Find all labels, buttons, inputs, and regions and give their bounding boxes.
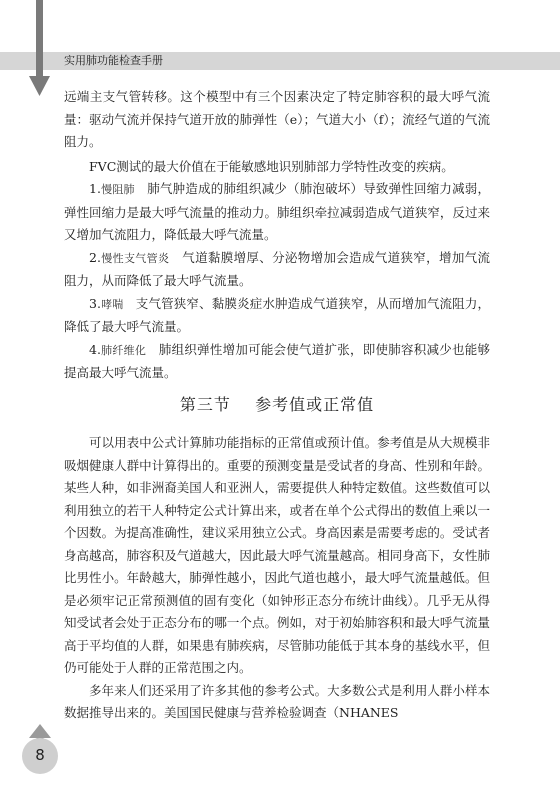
item-title: 慢阻肺 (100, 183, 135, 196)
section-heading (64, 392, 490, 415)
item-title: 哮喘 (100, 297, 124, 311)
page-number: 8 (35, 746, 45, 764)
item-text: 气道黏膜增厚、分泌物增加会造成气道狭窄，增加气流阻力，从而降低了最大呼气流量。 (64, 249, 490, 288)
paragraph: FVC测试的最大价值在于能敏感地识别肺部力学特性改变的疾病。 (89, 158, 454, 174)
paragraph: 可以用表中公式计算肺功能指标的正常值或预计值。参考值是从大规模非吸烟健康人群中计算得出的。重要的预测变量是受试者的身高、性别和年龄。某些人种，如非洲裔美国人和亚洲人，需要提供人种特定数值。这些数值可以利用独立的若干人种特定公式计算出来，或者在单个公式得出的数值上乘以一个因数。为提高准确性，建议采用独立公式。身高因素是需要考虑的。受试者身高越高，肺容积及气道越大，因此最大呼气流量越高。相同身高下，女性肺比男性小。年龄越大，肺弹性越小，因此气道也越小，最大呼气流量越低。但是必须牢记正常预测值的固有变化（如钟形正态分布统计曲线）。几乎无从得知受试者会处于正态分布的哪一个点。例如，对于初始肺容积和最大呼气流量高于平均值的人群，如果患有肺疾病，尽管肺功能低于其本身的基线水平，但仍可能处于人群的正常范围之内。 (64, 435, 490, 675)
item-text: 支气管狭窄、黏膜炎症水肿造成气道狭窄，从而增加气流阻力，降低了最大呼气流量。 (64, 295, 490, 334)
list-item (64, 293, 490, 339)
item-text: 肺组织弹性增加可能会使气道扩张，即使肺容积减少也能够提高最大呼气流量。 (64, 341, 491, 380)
item-number: 3. (89, 295, 101, 311)
paragraph: 多年来人们还采用了许多其他的参考公式。大多数公式是利用人群小样本数据推导出来的。美国国民健康与营养检验调查（NHANES (64, 682, 490, 720)
item-title: 慢性支气管炎 (100, 251, 170, 265)
top-text-block (64, 86, 490, 385)
paragraph: 远端主支气管转移。这个模型中有三个因素决定了特定肺容积的最大呼气流量：驱动气流并保持气道开放的肺弹性（e）；气道大小（f）；流经气道的气流阻力。 (64, 89, 490, 149)
list-item (64, 339, 490, 385)
section-title: 参考值或正常值 (255, 395, 375, 414)
arrow-down-icon (28, 0, 68, 100)
item-number: 2. (89, 249, 101, 265)
item-number: 1. (89, 181, 101, 196)
running-header: 实用肺功能检查手册 (64, 54, 163, 67)
section-number: 第三节 (179, 395, 231, 414)
item-title: 肺纤维化 (100, 343, 147, 357)
bottom-text-block (64, 432, 490, 725)
list-item (64, 247, 490, 293)
item-number: 4. (89, 341, 101, 357)
item-text: 肺气肿造成的肺组织减少（肺泡破坏）导致弹性回缩力减弱，弹性回缩力是最大呼气流量的推动力。肺组织牵拉减弱造成气道狭窄，反过来又增加气流阻力，降低最大呼气流量。 (64, 181, 491, 242)
list-item (64, 178, 490, 247)
